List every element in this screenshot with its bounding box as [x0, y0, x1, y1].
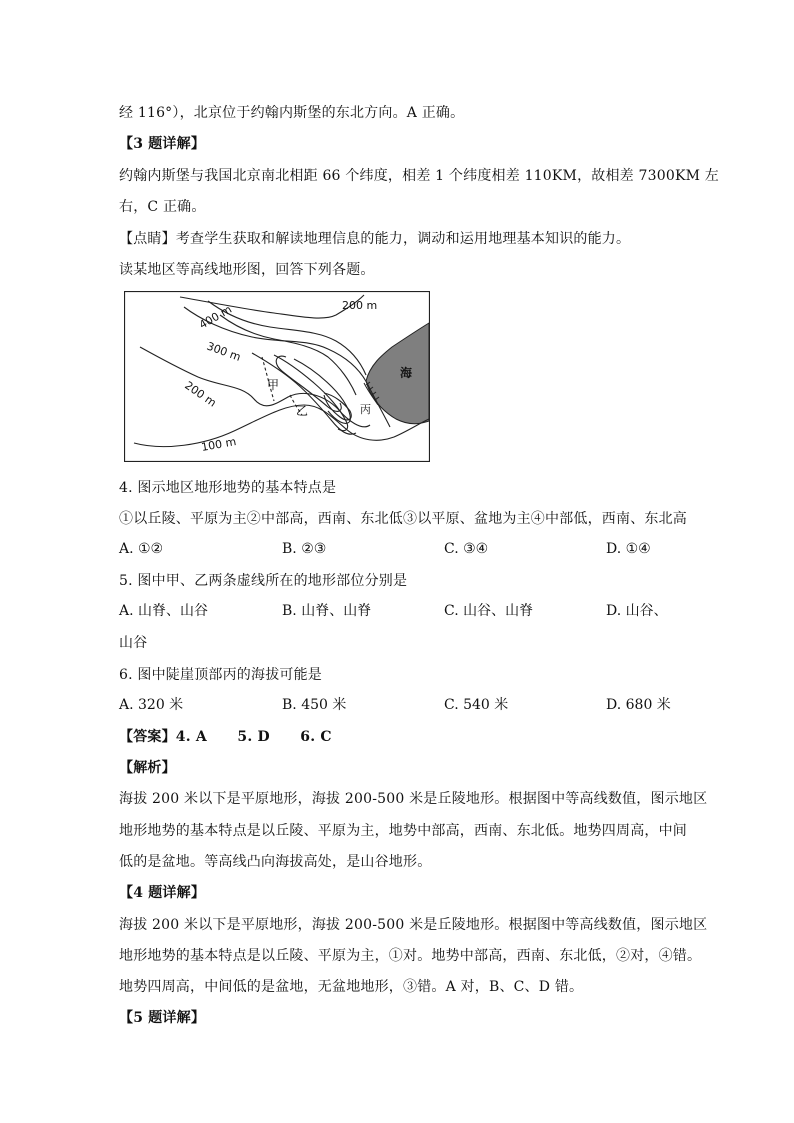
- detail-4-line: 海拔 200 米以下是平原地形，海拔 200-500 米是丘陵地形。根据图中等高线数值，图示地区: [119, 917, 708, 933]
- detail-4-heading: 【4 题详解】: [119, 885, 206, 901]
- text-line: 右，C 正确。: [119, 199, 206, 215]
- text-line: 经 116°），北京位于约翰内斯堡的东北方向。A 正确。: [119, 105, 465, 121]
- answer-line: 【答案】4. A 5. D 6. C: [119, 729, 332, 745]
- q4-option-b: B. ②③: [282, 541, 327, 557]
- section-heading: 【3 题详解】: [119, 136, 206, 152]
- q5-option-d: D. 山谷、: [606, 603, 668, 619]
- detail-4-line: 地势四周高，中间低的是盆地，无盆地地形，③错。A 对，B、C、D 错。: [119, 979, 584, 995]
- contour-label: 200 m: [182, 378, 219, 410]
- question-5-stem: 5. 图中甲、乙两条虚线所在的地形部位分别是: [119, 573, 408, 589]
- contour-map: [124, 291, 430, 462]
- q6-option-b: B. 450 米: [282, 697, 347, 713]
- q5-option-c: C. 山谷、山脊: [444, 603, 534, 619]
- question-4-stem: 4. 图示地区地形地势的基本特点是: [119, 480, 337, 496]
- q4-option-a: A. ①②: [119, 541, 164, 557]
- label-bing: 丙: [360, 403, 371, 416]
- q6-option-a: A. 320 米: [119, 697, 184, 713]
- q5-option-d-wrap: 山谷: [119, 635, 148, 651]
- question-4-statements: ①以丘陵、平原为主②中部高，西南、东北低③以平原、盆地为主④中部低，西南、东北高: [119, 511, 687, 527]
- analysis-line: 低的是盆地。等高线凸向海拔高处，是山谷地形。: [119, 854, 432, 870]
- text-line: 约翰内斯堡与我国北京南北相距 66 个纬度，相差 1 个纬度相差 110KM，故相差 7300KM 左: [119, 168, 720, 184]
- contour-label: 200 m: [342, 299, 378, 312]
- contour-label: 400 m: [197, 302, 235, 332]
- analysis-line: 海拔 200 米以下是平原地形，海拔 200-500 米是丘陵地形。根据图中等高线数值，图示地区: [119, 791, 708, 807]
- label-yi: 乙: [296, 404, 309, 418]
- label-jia: 甲: [267, 378, 280, 392]
- detail-5-heading: 【5 题详解】: [119, 1010, 206, 1026]
- analysis-line: 地形地势的基本特点是以丘陵、平原为主，地势中部高，西南、东北低。地势四周高，中间: [119, 823, 687, 839]
- q4-option-c: C. ③④: [444, 541, 489, 557]
- detail-4-line: 地形地势的基本特点是以丘陵、平原为主，①对。地势中部高，西南、东北低，②对，④错。: [119, 948, 702, 964]
- text-line: 读某地区等高线地形图，回答下列各题。: [119, 262, 375, 278]
- contour-label: 300 m: [204, 339, 243, 364]
- q6-option-d: D. 680 米: [606, 697, 671, 713]
- q4-option-d: D. ①④: [606, 541, 651, 557]
- q5-option-a: A. 山脊、山谷: [119, 603, 209, 619]
- analysis-heading: 【解析】: [119, 760, 176, 776]
- text-line: 【点睛】考查学生获取和解读地理信息的能力，调动和运用地理基本知识的能力。: [119, 231, 631, 247]
- label-sea: 海: [400, 366, 413, 380]
- question-6-stem: 6. 图中陡崖顶部丙的海拔可能是: [119, 667, 323, 683]
- q6-option-c: C. 540 米: [444, 697, 509, 713]
- q5-option-b: B. 山脊、山脊: [282, 603, 372, 619]
- contour-label: 100 m: [200, 435, 238, 454]
